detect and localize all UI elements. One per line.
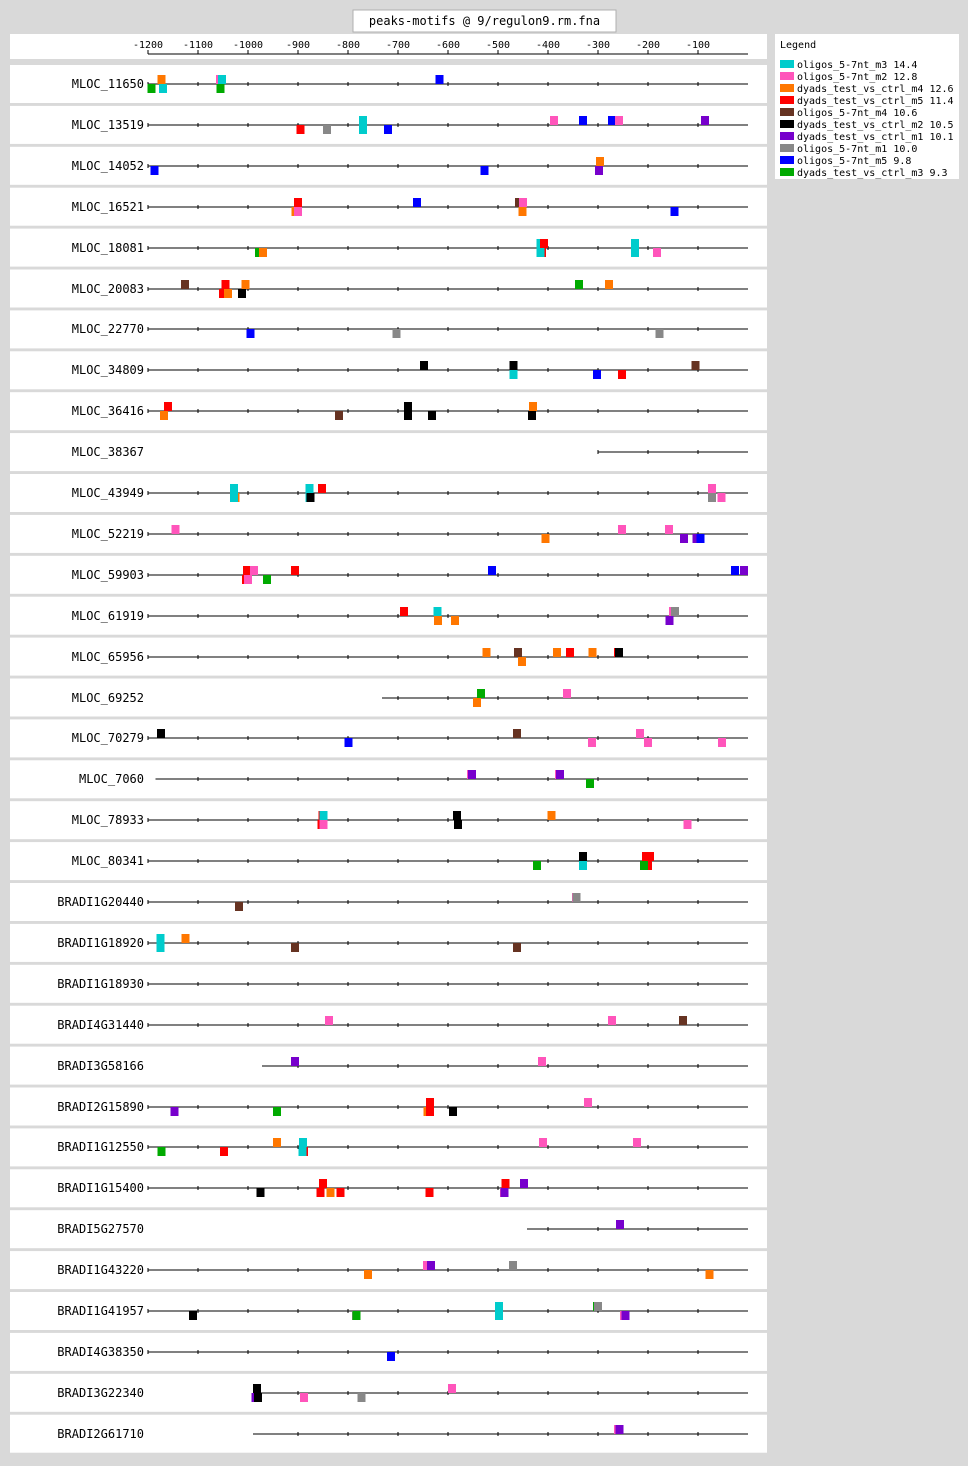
motif-site (697, 534, 705, 543)
motif-site (291, 566, 299, 575)
motif-site (181, 280, 189, 289)
motif-site (529, 402, 537, 411)
motif-site (646, 852, 654, 861)
motif-site (684, 820, 692, 829)
motif-site (148, 84, 156, 93)
motif-site (359, 125, 367, 134)
sequence-name: MLOC_65956 (71, 650, 144, 664)
motif-site (426, 1188, 434, 1197)
motif-site (671, 207, 679, 216)
motif-site (319, 1179, 327, 1188)
motif-site (622, 1311, 630, 1320)
legend-label: dyads_test_vs_ctrl_m1 10.1 (797, 132, 954, 143)
motif-site (548, 811, 556, 820)
legend-swatch (780, 96, 794, 104)
sequence-name: MLOC_34809 (71, 363, 144, 377)
motif-site (539, 1138, 547, 1147)
motif-site (631, 239, 639, 248)
motif-site (701, 116, 709, 125)
motif-site (230, 493, 238, 502)
sequence-name: MLOC_70279 (71, 731, 144, 745)
sequence-row (10, 760, 767, 798)
motif-site (327, 1188, 335, 1197)
motif-site (217, 84, 225, 93)
motif-site (387, 1352, 395, 1361)
motif-site (579, 852, 587, 861)
motif-site (579, 861, 587, 870)
motif-site (616, 1220, 624, 1229)
sequence-name: MLOC_13519 (71, 118, 144, 132)
motif-site (589, 648, 597, 657)
sequence-row (10, 474, 767, 512)
legend-swatch (780, 168, 794, 176)
motif-site (250, 566, 258, 575)
sequence-name: BRADI1G20440 (57, 895, 144, 909)
motif-site (182, 934, 190, 943)
axis-tick-label: -1200 (132, 40, 164, 51)
sequence-row (10, 679, 767, 717)
motif-site (519, 198, 527, 207)
axis-tick-label: -200 (635, 40, 661, 51)
legend-swatch (780, 72, 794, 80)
motif-site (259, 248, 267, 257)
motif-site (317, 1188, 325, 1197)
motif-site (427, 1261, 435, 1270)
motif-site (537, 248, 545, 257)
legend-label: oligos_5-7nt_m4 10.6 (797, 108, 918, 119)
motif-site (542, 534, 550, 543)
motif-site (615, 116, 623, 125)
legend-swatch (780, 84, 794, 92)
sequence-row (10, 106, 767, 144)
axis-tick-label: -500 (485, 40, 511, 51)
sequence-name: MLOC_18081 (71, 241, 144, 255)
motif-site (434, 607, 442, 616)
sequence-row (10, 65, 767, 103)
axis-tick-label: -700 (385, 40, 411, 51)
motif-site (553, 648, 561, 657)
sequence-name: MLOC_16521 (71, 200, 144, 214)
motif-site (299, 1147, 307, 1156)
motif-site (404, 411, 412, 420)
motif-site (426, 1107, 434, 1116)
legend-swatch (780, 156, 794, 164)
motif-site (495, 1302, 503, 1311)
motif-site (243, 566, 251, 575)
sequence-row (10, 1088, 767, 1126)
motif-site (656, 329, 664, 338)
motif-site (579, 116, 587, 125)
motif-site (164, 402, 172, 411)
motif-site (244, 575, 252, 584)
sequence-row (10, 392, 767, 430)
motif-site (294, 198, 302, 207)
motif-site (172, 525, 180, 534)
motif-site (254, 1393, 262, 1402)
motif-site (706, 1270, 714, 1279)
sequence-name: BRADI5G27570 (57, 1222, 144, 1236)
sequence-row (10, 1169, 767, 1207)
motif-site (563, 689, 571, 698)
sequence-row (10, 310, 767, 348)
legend-swatch (780, 120, 794, 128)
motif-site (306, 484, 314, 493)
motif-site (404, 402, 412, 411)
sequence-row (10, 1006, 767, 1044)
motif-site (158, 75, 166, 84)
motif-site (740, 566, 748, 575)
motif-site (618, 525, 626, 534)
axis-tick-label: -900 (285, 40, 311, 51)
motif-site (605, 280, 613, 289)
motif-site (510, 361, 518, 370)
motif-site (335, 411, 343, 420)
motif-site (158, 1147, 166, 1156)
motif-site (615, 648, 623, 657)
motif-site (633, 1138, 641, 1147)
motif-site (294, 207, 302, 216)
motif-site (257, 1188, 265, 1197)
sequence-row (10, 801, 767, 839)
sequence-name: BRADI1G18930 (57, 977, 144, 991)
motif-site (159, 84, 167, 93)
sequence-rows (10, 65, 767, 1453)
motif-site (586, 779, 594, 788)
axis-tick-label: -300 (585, 40, 611, 51)
sequence-name: BRADI3G22340 (57, 1386, 144, 1400)
sequence-row (10, 883, 767, 921)
sequence-name: BRADI3G58166 (57, 1059, 144, 1073)
motif-site (242, 280, 250, 289)
motif-site (426, 1098, 434, 1107)
motif-site (364, 1270, 372, 1279)
sequence-name: MLOC_78933 (71, 813, 144, 827)
motif-site (151, 166, 159, 175)
sequence-row (10, 515, 767, 553)
sequence-row (10, 1415, 767, 1453)
motif-site (588, 738, 596, 747)
motif-site (473, 698, 481, 707)
legend-label: dyads_test_vs_ctrl_m5 11.4 (797, 96, 954, 107)
motif-site (436, 75, 444, 84)
sequence-name: MLOC_80341 (71, 854, 144, 868)
sequence-name: BRADI2G15890 (57, 1100, 144, 1114)
sequence-name: MLOC_59903 (71, 568, 144, 582)
sequence-row (10, 188, 767, 226)
motif-site (573, 893, 581, 902)
axis-tick-label: -400 (535, 40, 561, 51)
motif-site (608, 1016, 616, 1025)
sequence-row (10, 433, 767, 471)
motif-site (393, 329, 401, 338)
motif-site (679, 1016, 687, 1025)
motif-site (400, 607, 408, 616)
sequence-name: BRADI1G43220 (57, 1263, 144, 1277)
sequence-name: MLOC_43949 (71, 486, 144, 500)
legend-label: dyads_test_vs_ctrl_m4 12.6 (797, 84, 954, 95)
sequence-name: MLOC_11650 (71, 77, 144, 91)
sequence-name: BRADI1G15400 (57, 1181, 144, 1195)
motif-site (718, 738, 726, 747)
legend-label: oligos_5-7nt_m2 12.8 (797, 72, 918, 83)
axis-tick-label: -1100 (182, 40, 214, 51)
sequence-row (10, 1333, 767, 1371)
motif-site (596, 157, 604, 166)
legend-label: dyads_test_vs_ctrl_m2 10.5 (797, 120, 954, 131)
motif-site (222, 280, 230, 289)
motif-site (291, 943, 299, 952)
motif-site (307, 493, 315, 502)
motif-site (320, 820, 328, 829)
motif-site (538, 1057, 546, 1066)
axis-tick-label: -600 (435, 40, 461, 51)
motif-site (224, 289, 232, 298)
motif-site (708, 484, 716, 493)
legend-swatch (780, 60, 794, 68)
sequence-row (10, 270, 767, 308)
sequence-name: BRADI1G41957 (57, 1304, 144, 1318)
motif-site (449, 1107, 457, 1116)
chart-title: peaks-motifs @ 9/regulon9.rm.fna (368, 14, 601, 28)
legend-swatch (780, 108, 794, 116)
motif-site (297, 125, 305, 134)
motif-site (337, 1188, 345, 1197)
motif-site (510, 370, 518, 379)
sequence-name: MLOC_7060 (78, 772, 144, 786)
motif-site (488, 566, 496, 575)
sequence-row (10, 1251, 767, 1289)
motif-site (247, 329, 255, 338)
sequence-row (10, 965, 767, 1003)
motif-site (428, 411, 436, 420)
sequence-name: MLOC_38367 (71, 445, 144, 459)
motif-site (230, 484, 238, 493)
sequence-name: BRADI4G38350 (57, 1345, 144, 1359)
sequence-row (10, 1210, 767, 1248)
motif-site (454, 820, 462, 829)
sequence-name: BRADI1G12550 (57, 1140, 144, 1154)
motif-site (420, 361, 428, 370)
motif-site (640, 861, 648, 870)
legend-swatch (780, 132, 794, 140)
sequence-name: MLOC_20083 (71, 282, 144, 296)
motif-site (631, 248, 639, 257)
axis-tick-label: -100 (685, 40, 711, 51)
motif-site (594, 1302, 602, 1311)
sequence-row (10, 1374, 767, 1412)
motif-site (160, 411, 168, 420)
legend-label: dyads_test_vs_ctrl_m3 9.3 (797, 168, 948, 179)
motif-site (550, 116, 558, 125)
legend-title: Legend (780, 40, 817, 51)
motif-site (533, 861, 541, 870)
motif-site (528, 411, 536, 420)
motif-site (320, 811, 328, 820)
motif-site (468, 770, 476, 779)
motif-site (481, 166, 489, 175)
motif-site (273, 1138, 281, 1147)
motif-site (235, 902, 243, 911)
sequence-name: MLOC_52219 (71, 527, 144, 541)
motif-site (556, 770, 564, 779)
motif-site (483, 648, 491, 657)
motif-site (384, 125, 392, 134)
motif-site (666, 616, 674, 625)
motif-site (608, 116, 616, 125)
motif-site (502, 1179, 510, 1188)
motif-site (451, 616, 459, 625)
motif-site (636, 729, 644, 738)
motif-site (665, 525, 673, 534)
motif-site (671, 607, 679, 616)
motif-site (477, 689, 485, 698)
axis-tick-label: -1000 (232, 40, 264, 51)
motif-site (575, 280, 583, 289)
motif-site (171, 1107, 179, 1116)
motif-site (353, 1311, 361, 1320)
motif-site (345, 738, 353, 747)
motif-site (253, 1384, 261, 1393)
motif-site (453, 811, 461, 820)
motif-site (653, 248, 661, 257)
motif-site (540, 239, 548, 248)
motif-site (680, 534, 688, 543)
sequence-row (10, 719, 767, 757)
axis-tick-label: -800 (335, 40, 361, 51)
sequence-row (10, 1292, 767, 1330)
motif-site (519, 207, 527, 216)
motif-site (157, 943, 165, 952)
motif-site (708, 493, 716, 502)
motif-site (434, 616, 442, 625)
motif-site (513, 943, 521, 952)
motif-site (413, 198, 421, 207)
sequence-row (10, 556, 767, 594)
motif-site (273, 1107, 281, 1116)
motif-site (692, 361, 700, 370)
sequence-row (10, 147, 767, 185)
legend-label: oligos_5-7nt_m1 10.0 (797, 144, 918, 155)
motif-site (718, 493, 726, 502)
motif-site (359, 116, 367, 125)
motif-site (300, 1393, 308, 1402)
sequence-name: BRADI4G31440 (57, 1018, 144, 1032)
sequence-name: MLOC_22770 (71, 322, 144, 336)
sequence-row (10, 597, 767, 635)
sequence-row (10, 842, 767, 880)
motif-site (618, 370, 626, 379)
motif-site (220, 1147, 228, 1156)
motif-site (514, 648, 522, 657)
sequence-name: MLOC_61919 (71, 609, 144, 623)
motif-site (584, 1098, 592, 1107)
motif-site (520, 1179, 528, 1188)
motif-site (238, 289, 246, 298)
sequence-name: MLOC_36416 (71, 404, 144, 418)
sequence-row (10, 1128, 767, 1166)
motif-site (566, 648, 574, 657)
motif-site (448, 1384, 456, 1393)
sequence-name: BRADI2G61710 (57, 1427, 144, 1441)
legend-label: oligos_5-7nt_m3 14.4 (797, 60, 918, 71)
motif-site (299, 1138, 307, 1147)
motif-site (513, 729, 521, 738)
motif-site (495, 1311, 503, 1320)
legend-label: oligos_5-7nt_m5 9.8 (797, 156, 912, 167)
sequence-name: BRADI1G18920 (57, 936, 144, 950)
motif-site (157, 934, 165, 943)
motif-site (501, 1188, 509, 1197)
motif-site (731, 566, 739, 575)
motif-site (518, 657, 526, 666)
sequence-row (10, 638, 767, 676)
motif-site (157, 729, 165, 738)
sequence-row (10, 1047, 767, 1085)
motif-site (325, 1016, 333, 1025)
motif-site (318, 484, 326, 493)
sequence-name: MLOC_69252 (71, 691, 144, 705)
motif-site (509, 1261, 517, 1270)
motif-site (616, 1425, 624, 1434)
motif-site (263, 575, 271, 584)
motif-site (358, 1393, 366, 1402)
motif-site (189, 1311, 197, 1320)
motif-site (595, 166, 603, 175)
sequence-row (10, 229, 767, 267)
sequence-row (10, 351, 767, 389)
motif-site (644, 738, 652, 747)
motif-site (593, 370, 601, 379)
motif-site (291, 1057, 299, 1066)
sequence-row (10, 924, 767, 962)
legend-swatch (780, 144, 794, 152)
motif-site (218, 75, 226, 84)
sequence-name: MLOC_14052 (71, 159, 144, 173)
motif-site (323, 125, 331, 134)
